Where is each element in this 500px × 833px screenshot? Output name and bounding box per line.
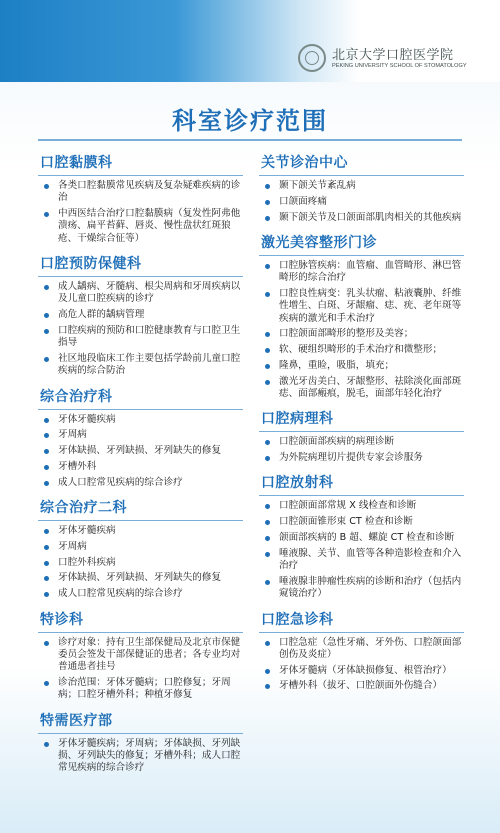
service-item: 唾液腺非肿瘤性疾病的诊断和治疗（包括内窥镜治疗） xyxy=(259,576,464,601)
page-title: 科室诊疗范围 xyxy=(172,107,328,135)
service-item: 牙周病 xyxy=(38,429,243,441)
right-column xyxy=(259,152,464,701)
service-list xyxy=(259,436,464,464)
service-list xyxy=(38,414,243,489)
department-section xyxy=(38,152,243,245)
department-section xyxy=(38,253,243,378)
service-item: 口腔颌面部疾病的病理诊断 xyxy=(259,436,464,448)
department-title: 综合治疗二科 xyxy=(38,497,243,521)
service-item: 口腔外科疾病 xyxy=(38,557,243,569)
department-title: 口腔病理科 xyxy=(259,408,464,432)
service-item: 口腔颌面部常规 X 线检查和诊断 xyxy=(259,500,464,512)
department-section xyxy=(259,152,464,224)
service-item: 各类口腔黏膜常见疾病及复杂疑难疾病的诊治 xyxy=(38,180,243,205)
service-item: 口颌面疼痛 xyxy=(259,196,464,208)
department-title: 特诊科 xyxy=(38,609,243,633)
department-title: 口腔放射科 xyxy=(259,472,464,496)
service-item: 成人龋病、牙髓病、根尖周病和牙周疾病以及儿童口腔疾病的诊疗 xyxy=(38,281,243,306)
department-section xyxy=(38,497,243,600)
service-list xyxy=(38,281,243,378)
service-item: 牙槽外科（拔牙、口腔颌面外伤缝合） xyxy=(259,680,464,692)
service-list xyxy=(259,500,464,600)
service-item: 为外院病理切片提供专家会诊服务 xyxy=(259,452,464,464)
department-title: 口腔黏膜科 xyxy=(38,152,243,176)
service-list xyxy=(38,738,243,775)
title-divider xyxy=(38,139,462,141)
service-item: 软、硬组织畸形的手术治疗和微整形； xyxy=(259,344,464,356)
service-item: 牙体缺损、牙列缺损、牙列缺失的修复 xyxy=(38,445,243,457)
service-item: 牙体缺损、牙列缺损、牙列缺失的修复 xyxy=(38,572,243,584)
service-item: 社区地段临床工作主要包括学龄前儿童口腔疾病的综合防治 xyxy=(38,353,243,378)
service-item: 隆鼻，重睑，吸脂，填充； xyxy=(259,360,464,372)
service-item: 成人口腔常见疾病的综合诊疗 xyxy=(38,588,243,600)
service-item: 牙体牙髓病（牙体缺损修复、根管治疗） xyxy=(259,665,464,677)
service-item: 唾液腺、关节、血管等各种造影检查和介入治疗 xyxy=(259,548,464,573)
service-item: 牙体牙髓疾病；牙周病；牙体缺损、牙列缺损、牙列缺失的修复；牙槽外科；成人口腔常见疾病的综合诊疗 xyxy=(38,738,243,775)
service-item: 中西医结合治疗口腔黏膜病（复发性阿弗他溃疡、扁平苔藓、唇炎、慢性盘状红斑狼疮、干燥综合征等） xyxy=(38,208,243,245)
service-item: 激光牙齿美白、牙龈整形、祛除淡化面部斑痣、面部瘢痕，脱毛，面部年轻化治疗 xyxy=(259,376,464,401)
service-item: 口腔良性病变：乳头状瘤、粘液囊肿、纤维性增生、白斑、牙龈瘤、痣、疣、老年斑等疾病的激光和手术治疗 xyxy=(259,288,464,325)
department-title: 关节诊治中心 xyxy=(259,152,464,176)
service-item: 诊治范围：牙体牙髓病；口腔修复；牙周病；口腔牙槽外科；种植牙修复 xyxy=(38,677,243,702)
service-item: 口腔脉管疾病：血管瘤、血管畸形、淋巴管畸形的综合治疗 xyxy=(259,260,464,285)
department-section xyxy=(38,710,243,775)
service-item: 牙体牙髓疾病 xyxy=(38,525,243,537)
department-section xyxy=(259,232,464,400)
department-section xyxy=(259,472,464,600)
service-item: 颞下颌关节紊乱病 xyxy=(259,180,464,192)
department-section xyxy=(38,386,243,489)
service-item: 诊疗对象：持有卫生部保健局及北京市保健委员会签发干部保健证的患者；各专业均对普通患者挂号 xyxy=(38,637,243,674)
service-list xyxy=(259,260,464,400)
department-title: 特需医疗部 xyxy=(38,710,243,734)
university-logo xyxy=(298,46,493,76)
service-item: 颞下颌关节及口颌面部肌肉相关的其他疾病 xyxy=(259,212,464,224)
service-item: 牙槽外科 xyxy=(38,461,243,473)
service-item: 牙周病 xyxy=(38,541,243,553)
service-list xyxy=(38,180,243,245)
service-item: 成人口腔常见疾病的综合诊疗 xyxy=(38,477,243,489)
logo-english-name: PEKING UNIVERSITY SCHOOL OF STOMATOLOGY xyxy=(332,63,467,69)
service-item: 口腔急症（急性牙痛、牙外伤、口腔颌面部创伤及炎症） xyxy=(259,637,464,662)
service-item: 高危人群的龋病管理 xyxy=(38,309,243,321)
service-item: 口腔颌面部畸形的整形及美容； xyxy=(259,328,464,340)
logo-chinese-name: 北京大学口腔医学院 xyxy=(332,48,454,63)
service-list xyxy=(259,637,464,693)
university-seal-icon xyxy=(298,44,326,72)
service-item: 颌面部疾病的 B 超、螺旋 CT 检查和诊断 xyxy=(259,532,464,544)
service-item: 口腔疾病的预防和口腔健康教育与口腔卫生指导 xyxy=(38,325,243,350)
service-list xyxy=(38,525,243,600)
service-item: 牙体牙髓疾病 xyxy=(38,414,243,426)
service-list xyxy=(38,637,243,702)
department-section xyxy=(259,408,464,464)
department-title: 口腔急诊科 xyxy=(259,609,464,633)
service-item: 口腔颌面锥形束 CT 检查和诊断 xyxy=(259,516,464,528)
service-list xyxy=(259,180,464,224)
department-section xyxy=(38,609,243,702)
department-title: 综合治疗科 xyxy=(38,386,243,410)
department-title: 口腔预防保健科 xyxy=(38,253,243,277)
department-section xyxy=(259,609,464,693)
department-title: 激光美容整形门诊 xyxy=(259,232,464,256)
left-column xyxy=(38,152,243,782)
